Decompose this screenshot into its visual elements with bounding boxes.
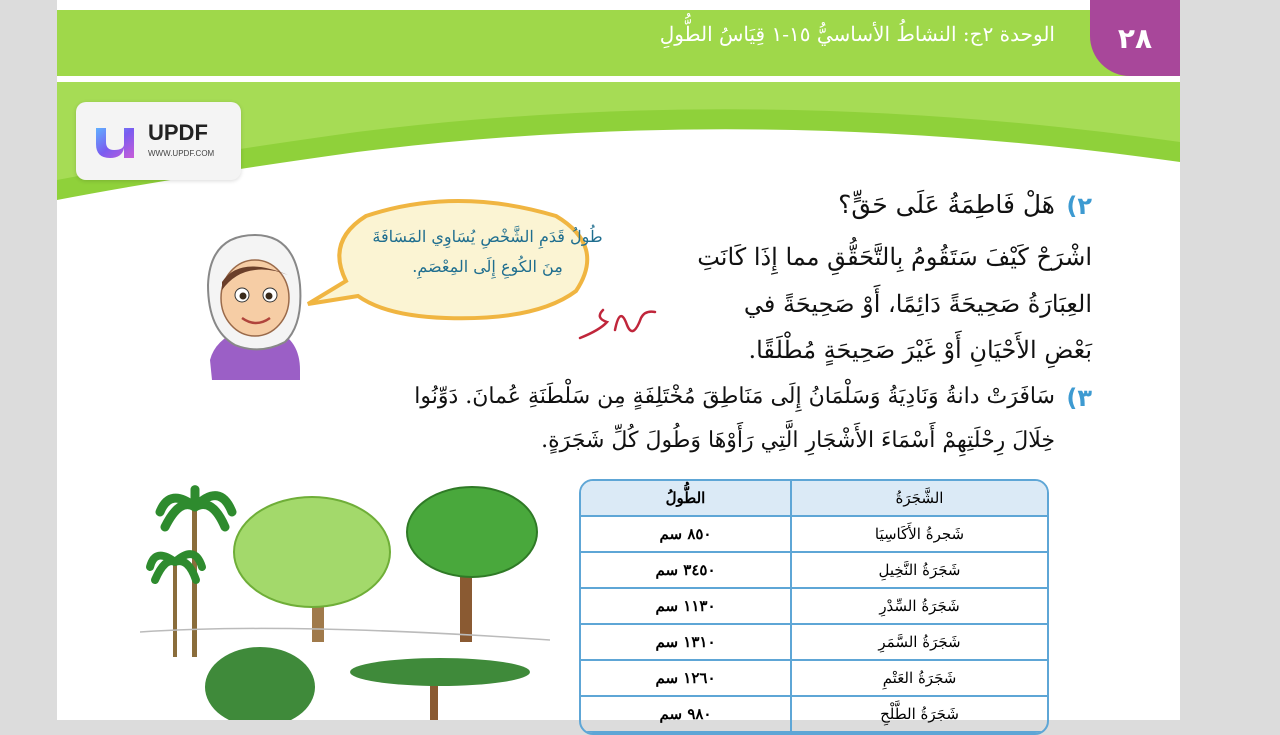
- samar-tree-icon: [407, 487, 537, 642]
- trees-length-table: [579, 479, 1049, 735]
- table-row: [581, 553, 1047, 589]
- header-title: الوحدة ٢ج: النشاطُ الأساسيُّ ١٥-١ قِيَاسُ الطُّولِ: [659, 22, 1055, 46]
- question-3-number: ٣): [1066, 384, 1092, 412]
- tree-cell: شَجَرَةُ السِّدْرِ: [879, 597, 960, 615]
- acacia-tree-icon: [350, 658, 530, 720]
- speech-bubble-text: طُولُ قَدَمِ الشَّخْصِ يُسَاوِي المَسَافَةَ مِنَ الكُوعِ إِلَى المِعْصَمِ.: [372, 227, 603, 276]
- length-cell: ٨٥٠ سم: [581, 517, 792, 551]
- question-2-number: ٢): [1066, 192, 1092, 220]
- handwritten-annotation: [575, 300, 665, 350]
- table-row: [581, 517, 1047, 553]
- tree-cell: شَجَرَةُ الطَّلْحِ: [880, 705, 959, 723]
- updf-watermark: [76, 102, 241, 180]
- question-2-line-2: العِبَارَةُ صَحِيحَةً دَائِمًا، أَوْ صَحِيحَةً في: [743, 290, 1092, 318]
- trees-illustration: [140, 482, 550, 720]
- updf-name: UPDF: [148, 120, 208, 145]
- bush-icon: [205, 647, 315, 720]
- updf-logo-icon: [92, 122, 138, 162]
- length-cell: ١٢٦٠ سم: [581, 661, 792, 695]
- updf-url: WWW.UPDF.COM: [148, 149, 215, 158]
- length-cell: ٩٨٠ سم: [581, 697, 792, 731]
- question-3-line-1: سَافَرَتْ دانةُ وَنَادِيَةُ وَسَلْمَانُ إِلَى مَنَاطِقَ مُخْتَلِفَةٍ مِن سَلْطَنَةِ عُمانَ. دَوِّنُوا: [414, 384, 1055, 409]
- question-2-line-1: اشْرَحْ كَيْفَ سَتَقُومُ بِالتَّحَقُّقِ مما إِذَا كَانَتِ: [697, 243, 1092, 271]
- header-length: الطُّولُ: [581, 481, 792, 515]
- sidr-tree-icon: [234, 497, 390, 642]
- table-header-row: [581, 481, 1047, 517]
- girl-fatima-illustration: [200, 230, 310, 380]
- table-row: [581, 661, 1047, 697]
- palm-tree-icon: [150, 490, 232, 657]
- table-row: [581, 589, 1047, 625]
- question-3-line-2: خِلَالَ رِحْلَتِهِمْ أَسْمَاءَ الأَشْجَارِ الَّتِي رَأَوْهَا وَطُولَ كُلِّ شَجَرَةٍ.: [541, 428, 1055, 453]
- tree-cell: شَجَرَةُ النَّخِيلِ: [878, 561, 961, 579]
- question-2-title: هَلْ فَاطِمَةُ عَلَى حَقٍّ؟: [838, 190, 1055, 219]
- length-cell: ٣٤٥٠ سم: [581, 553, 792, 587]
- tree-cell: شَجَرَةُ العَتْمِ: [882, 669, 957, 687]
- table-row: [581, 625, 1047, 661]
- table-row: [581, 697, 1047, 733]
- question-2-line-3: بَعْضِ الأَحْيَانِ أَوْ غَيْرَ صَحِيحَةٍ مُطْلَقًا.: [748, 336, 1092, 364]
- header-tree: الشَّجَرَةُ: [895, 489, 944, 507]
- page-number: ٢٨: [1090, 0, 1180, 76]
- length-cell: ١١٣٠ سم: [581, 589, 792, 623]
- tree-cell: شَجرةُ الأَكَاسِيَا: [874, 525, 965, 543]
- length-cell: ١٣١٠ سم: [581, 625, 792, 659]
- tree-cell: شَجَرَةُ السَّمَرِ: [878, 633, 961, 651]
